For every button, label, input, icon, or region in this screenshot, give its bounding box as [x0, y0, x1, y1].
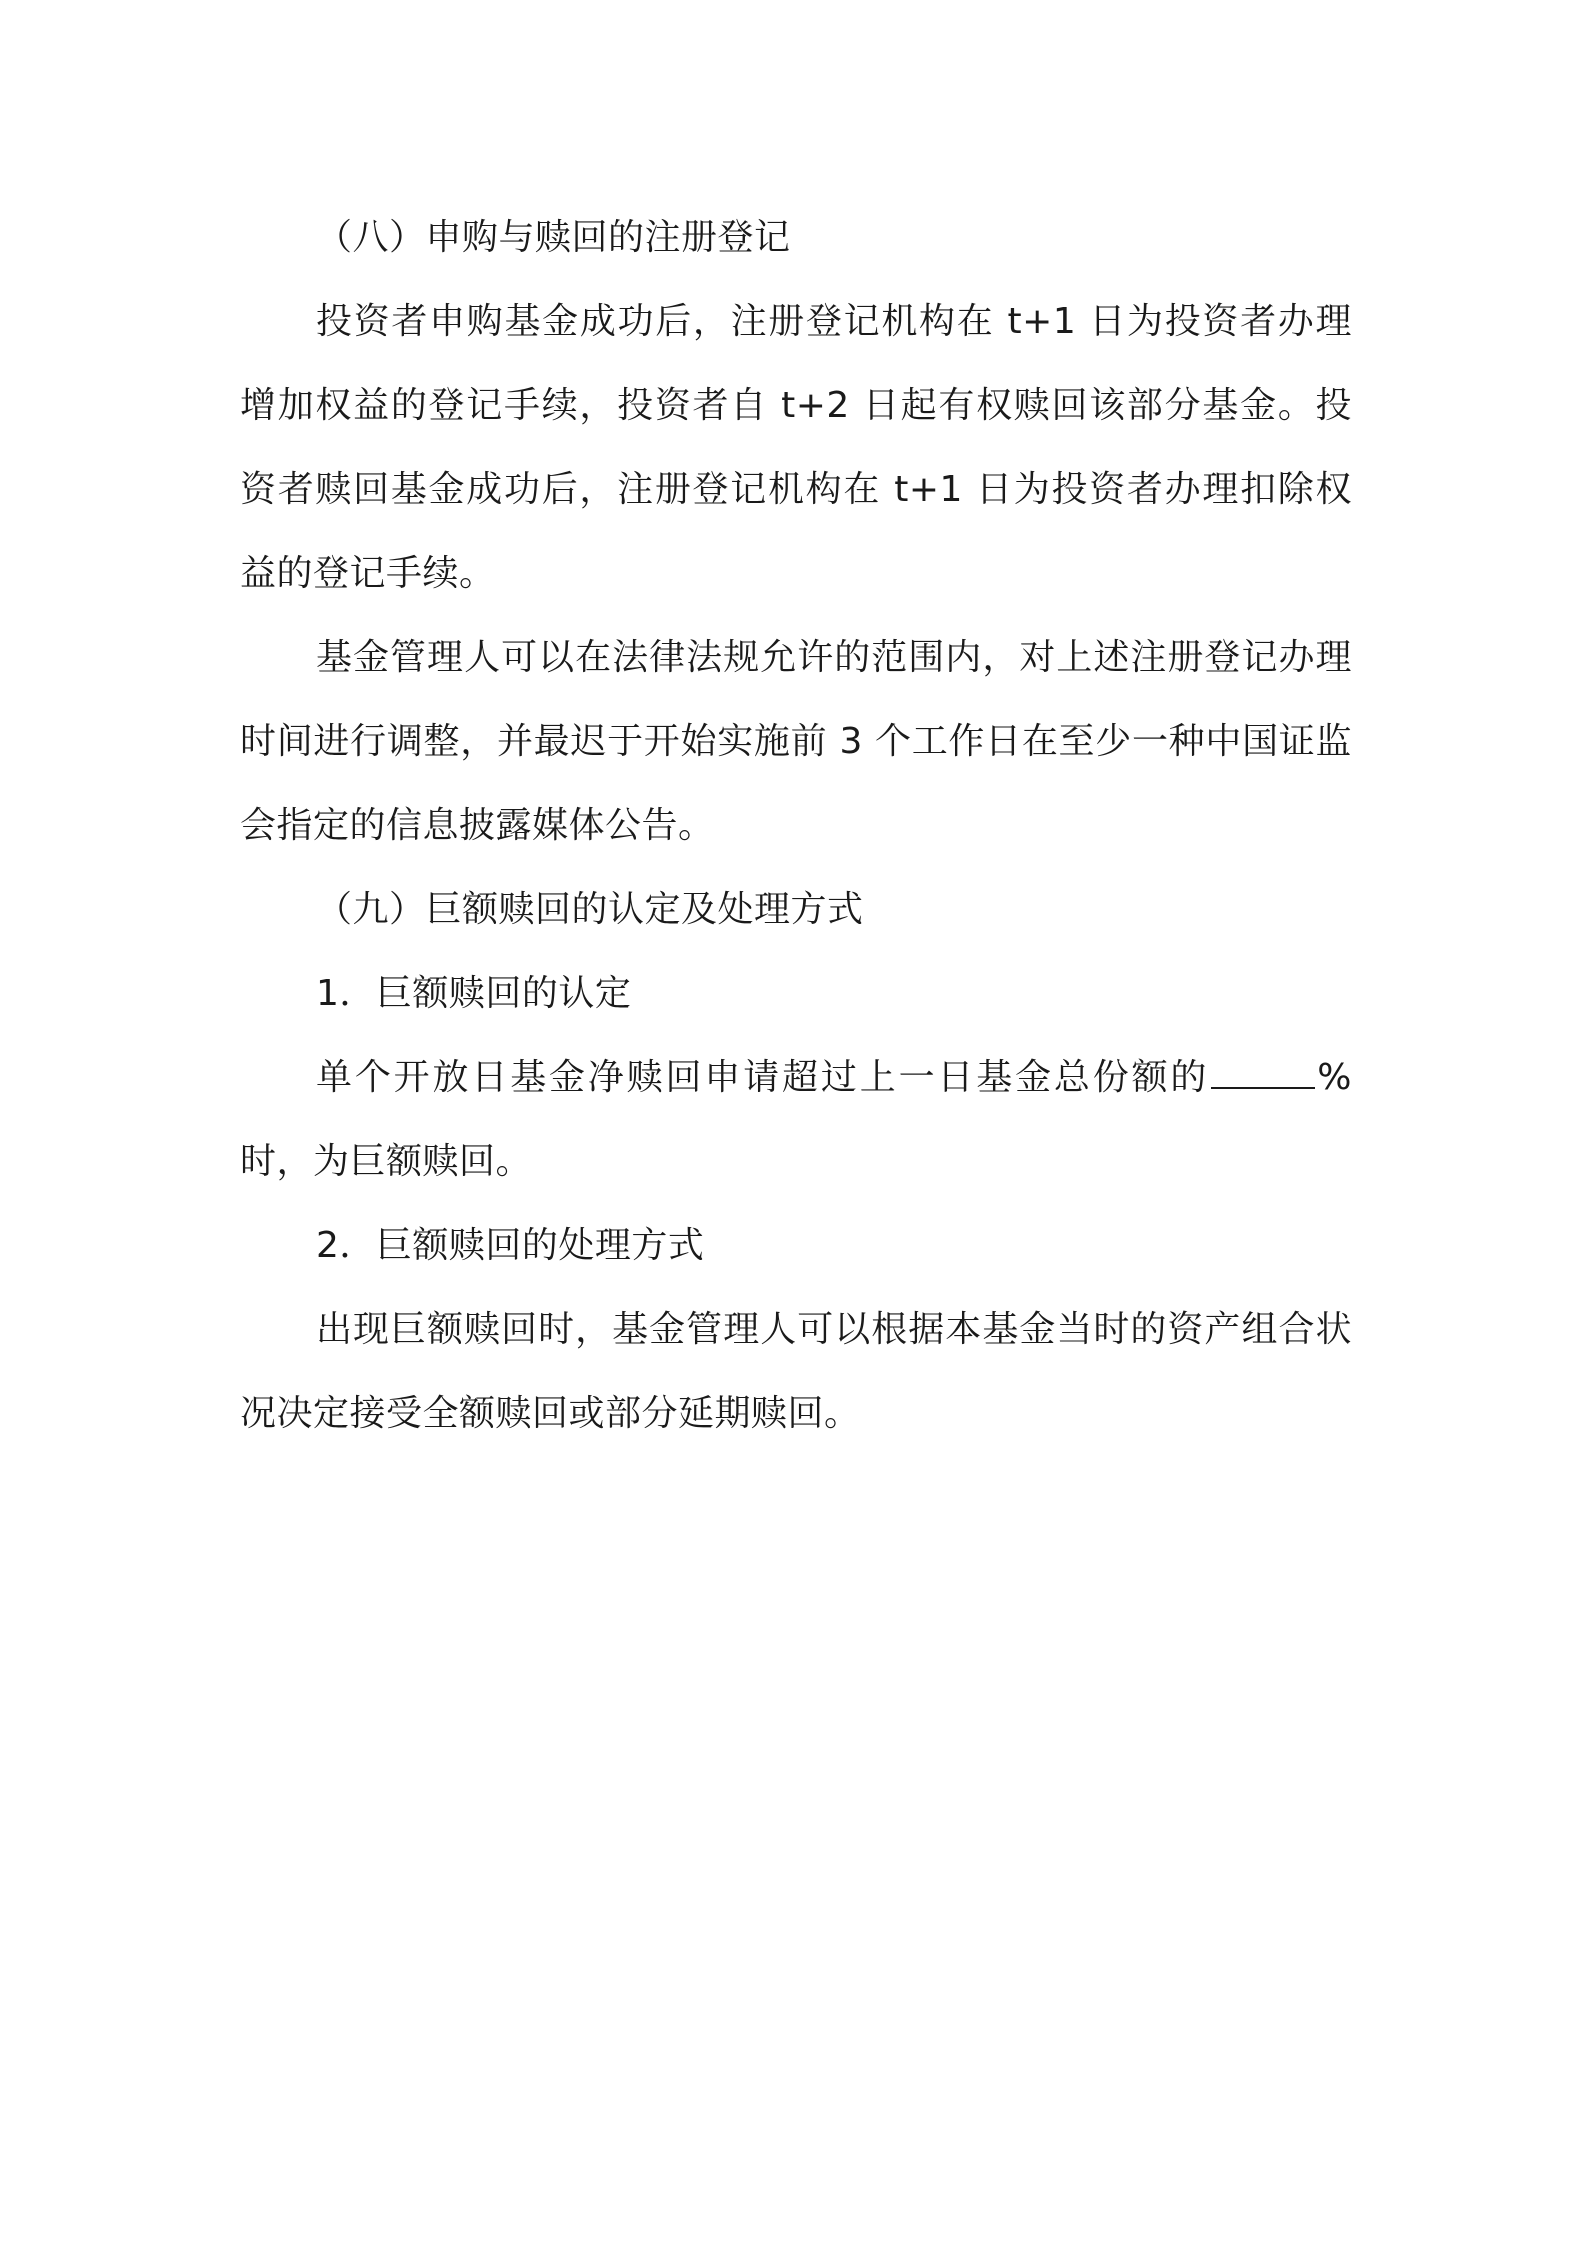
paragraph-large-redemption-handling: 出现巨额赎回时，基金管理人可以根据本基金当时的资产组合状况决定接受全额赎回或部分延期赎回。	[240, 1309, 1352, 1434]
subsection-title-large-redemption-definition: 1．巨额赎回的认定	[316, 973, 632, 1014]
subsection-title-large-redemption-handling: 2．巨额赎回的处理方式	[316, 1225, 705, 1266]
paragraph-registration-timing: 投资者申购基金成功后，注册登记机构在 t+1 日为投资者办理增加权益的登记手续，投资者自 t+2 日起有权赎回该部分基金。投资者赎回基金成功后，注册登记机构在 t+1 日为投资者办理扣除权益的登记手续。	[240, 301, 1352, 594]
document-content	[240, 196, 1352, 1456]
fill-in-blank	[1211, 1061, 1315, 1089]
section-heading-8: （八）申购与赎回的注册登记	[316, 217, 791, 258]
paragraph-registration-adjustment: 基金管理人可以在法律法规允许的范围内，对上述注册登记办理时间进行调整，并最迟于开始实施前 3 个工作日在至少一种中国证监会指定的信息披露媒体公告。	[240, 637, 1352, 846]
definition-text-before-blank: 单个开放日基金净赎回申请超过上一日基金总份额的	[316, 1057, 1210, 1098]
definition-text-after-blank: %时，为巨额赎回。	[240, 1057, 1352, 1182]
section-heading-9: （九）巨额赎回的认定及处理方式	[316, 889, 864, 930]
paragraph-large-redemption-definition	[240, 1036, 1352, 1204]
